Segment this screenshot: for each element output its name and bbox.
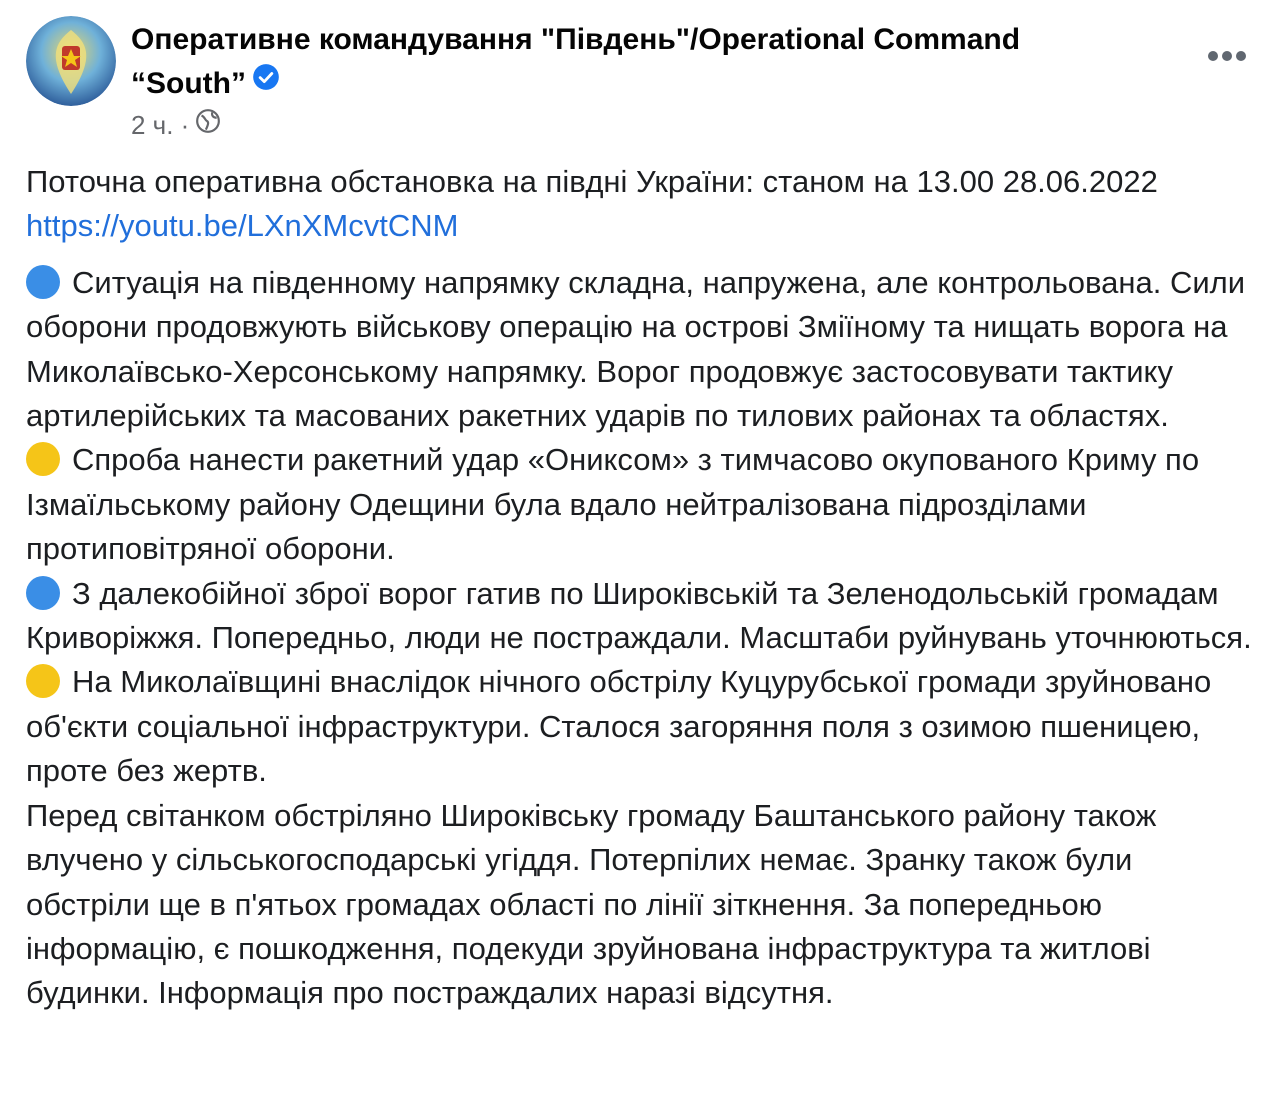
avatar-logo-icon (26, 16, 116, 106)
page-avatar[interactable] (26, 16, 116, 106)
youtube-link[interactable]: https://youtu.be/LXnXMcvtCNM (26, 208, 459, 244)
post-meta (131, 107, 221, 143)
post-body (26, 160, 1262, 1016)
post-intro: Поточна оперативна обстановка на півдні України: станом на 13.00 28.06.2022 (26, 164, 1158, 199)
paragraph-5: Перед світанком обстріляно Широківську громаду Баштанського району також влучено у сільськогосподарські угіддя. Потерпілих немає. Зранку також були обстріли ще в п'ятьох громадах області по лінії зіткнення. За попередньою інформацію, є пошкодження, подекуди зруйнована інфраструктура та житлові будинки. Інформація про постраждалих наразі відсутня. (26, 797, 1157, 1011)
yellow-circle-icon (26, 442, 60, 476)
page-name[interactable] (131, 18, 1131, 107)
blue-circle-icon (26, 576, 60, 610)
blue-circle-icon (26, 265, 60, 299)
more-dots-icon (1207, 50, 1247, 62)
more-options-button[interactable] (1202, 38, 1252, 74)
paragraph-1: Ситуація на південному напрямку складна, напружена, але контрольована. Сили оборони продовжують військову операцію на острові Зміїному та нищать ворога на Миколаївсько-Херсонському напрямку. Ворог продовжує застосовувати тактику артилерійських та масованих ракетних ударів по тилових районах та областях. (26, 264, 1246, 434)
page-name-text[interactable]: Оперативне командування "Південь"/Operational Command “South” (131, 23, 1021, 100)
globe-icon[interactable] (195, 107, 221, 143)
verified-badge-icon (252, 60, 280, 104)
paragraph-2: Спроба нанести ракетний удар «Ониксом» з тимчасово окупованого Криму по Ізмаїльському району Одещини була вдало нейтралізована підрозділами протиповітряної оборони. (26, 442, 1200, 567)
paragraph-gap (26, 249, 1262, 261)
yellow-circle-icon (26, 664, 60, 698)
paragraph-4: На Миколаївщині внаслідок нічного обстрілу Куцурубської громади зруйновано об'єкти соціальної інфраструктури. Сталося загоряння поля з озимою пшеницею, проте без жертв. (26, 664, 1212, 789)
post-timestamp[interactable]: 2 ч. · (131, 110, 190, 140)
paragraph-3: З далекобійної зброї ворог гатив по Широківській та Зеленодольській громадам Криворіжжя. Попередньо, люди не постраждали. Масштаби руйнувань уточнюються. (26, 575, 1252, 656)
